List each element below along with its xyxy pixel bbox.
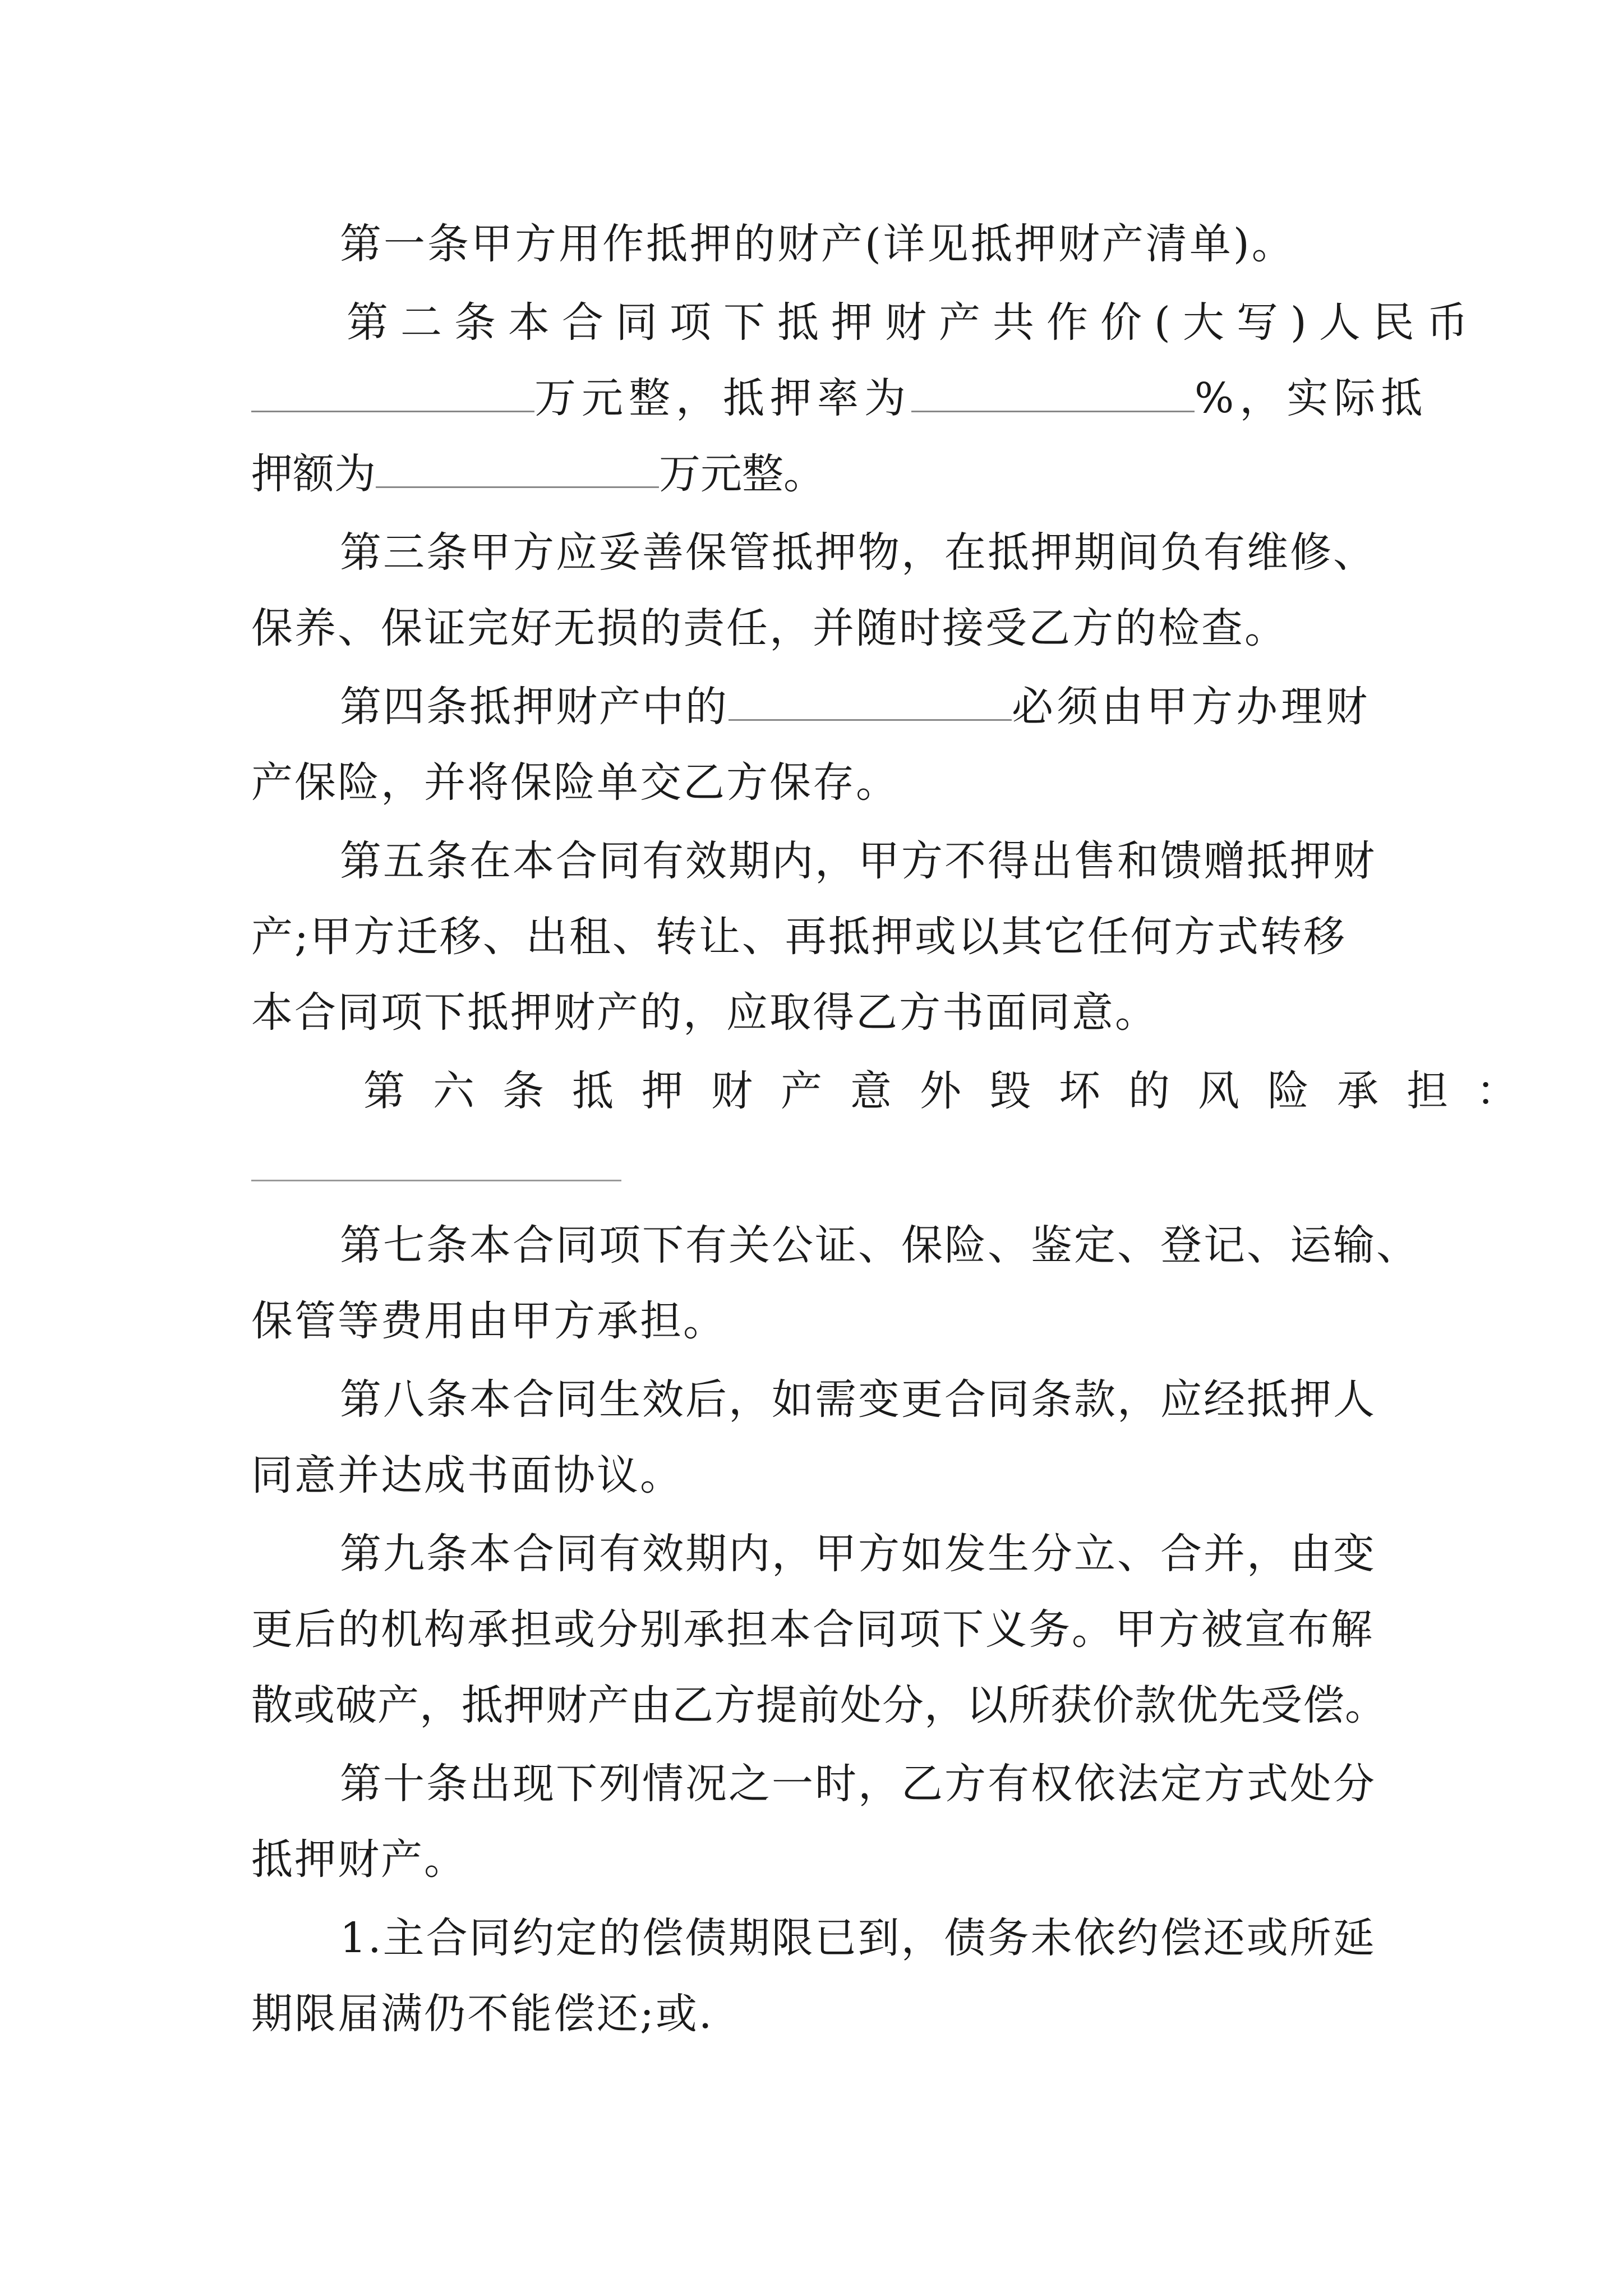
clause-2-text-c: %，实际抵 bbox=[1195, 374, 1428, 422]
amount-blank[interactable] bbox=[376, 447, 659, 488]
clause-7-line-2: 保管等费用由甲方承担。 bbox=[251, 1297, 726, 1345]
clause-5-line-3: 本合同项下抵押财产的，应取得乙方书面同意。 bbox=[251, 988, 1158, 1037]
insurance-item-blank[interactable] bbox=[728, 680, 1012, 721]
clause-2-text-e: 万元整。 bbox=[659, 450, 825, 498]
clause-10-line-1: 第十条出现下列情况之一时，乙方有权依法定方式处分 bbox=[340, 1760, 1376, 1808]
clause-2-line-1: 第二条本合同项下抵押财产共作价(大写)人民币 bbox=[347, 298, 1481, 347]
price-blank[interactable] bbox=[251, 371, 534, 412]
clause-4-text-a: 第四条抵押财产中的 bbox=[340, 683, 728, 731]
item-1-line-2: 期限届满仍不能偿还;或. bbox=[251, 1990, 714, 2038]
clause-3-line-2: 保养、保证完好无损的责任，并随时接受乙方的检查。 bbox=[251, 604, 1288, 652]
clause-2-line-2 bbox=[251, 370, 1428, 426]
rate-blank[interactable] bbox=[911, 371, 1195, 412]
clause-4-text-b: 必须由甲方办理财 bbox=[1012, 683, 1371, 731]
clause-2-text-b: 万元整，抵押率为 bbox=[534, 374, 911, 422]
clause-3-line-1: 第三条甲方应妥善保管抵押物，在抵押期间负有维修、 bbox=[340, 528, 1376, 577]
clause-9-line-3: 散或破产，抵押财产由乙方提前处分，以所获价款优先受偿。 bbox=[251, 1681, 1387, 1729]
clause-1: 第一条甲方用作抵押的财产(详见抵押财产清单)。 bbox=[340, 220, 1295, 268]
clause-7-line-1: 第七条本合同项下有关公证、保险、鉴定、登记、运输、 bbox=[340, 1221, 1419, 1269]
clause-4-line-2: 产保险，并将保险单交乙方保存。 bbox=[251, 758, 899, 807]
clause-5-line-1: 第五条在本合同有效期内，甲方不得出售和馈赠抵押财 bbox=[340, 837, 1376, 885]
clause-4-line-1 bbox=[340, 679, 1371, 735]
clause-6: 第六条抵押财产意外毁坏的风险承担： bbox=[363, 1067, 1546, 1115]
clause-9-line-2: 更后的机构承担或分别承担本合同项下义务。甲方被宣布解 bbox=[251, 1605, 1374, 1654]
clause-8-line-2: 同意并达成书面协议。 bbox=[251, 1451, 683, 1499]
clause-2-text-d: 押额为 bbox=[251, 450, 376, 498]
item-1-line-1: 1.主合同约定的偿债期限已到，债务未依约偿还或所延 bbox=[340, 1914, 1376, 1962]
clause-5-line-2: 产;甲方迁移、出租、转让、再抵押或以其它任何方式转移 bbox=[251, 913, 1347, 961]
clause-10-line-2: 抵押财产。 bbox=[251, 1835, 467, 1884]
clause-9-line-1: 第九条本合同有效期内，甲方如发生分立、合并，由变 bbox=[340, 1530, 1376, 1578]
clause-2-line-3 bbox=[251, 446, 825, 502]
clause-6-blank-line[interactable] bbox=[251, 1180, 621, 1181]
clause-8-line-1: 第八条本合同生效后，如需变更合同条款，应经抵押人 bbox=[340, 1375, 1376, 1424]
